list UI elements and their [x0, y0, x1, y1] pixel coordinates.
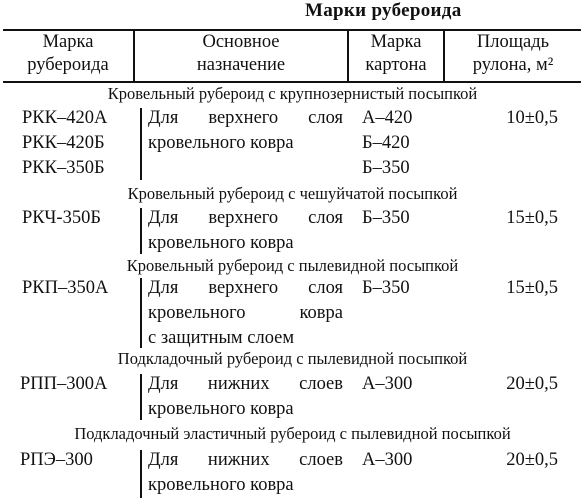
purpose-line: кровельного ковра [148, 133, 294, 153]
row-3-area [470, 276, 570, 301]
header-divider-1 [133, 31, 135, 81]
purpose-line: Для нижних слоев [148, 450, 343, 470]
row-1-purpose [148, 106, 343, 156]
cardboard-value: А–300 [362, 450, 413, 470]
mark-rpe-300: РПЭ–300 [20, 450, 93, 470]
header-cardboard-line1: Марка [370, 32, 422, 52]
header-purpose-line2: назначение [196, 55, 286, 75]
header-mark-line2: рубероида [27, 55, 109, 75]
row-2-purpose [148, 206, 343, 256]
area-value: 20±0,5 [506, 450, 558, 470]
header-area-line2: рулона, м² [472, 55, 554, 75]
row-2-area [470, 206, 570, 231]
purpose-line: Для нижних слоев [148, 374, 343, 394]
row-5-cardboard [362, 448, 442, 473]
row-1-cardboard [362, 106, 442, 181]
header-purpose-line1: Основное [202, 32, 280, 52]
row-2-cardboard [362, 206, 442, 231]
row-1-marks [22, 106, 130, 181]
purpose-line: Для верхнего слоя [148, 208, 343, 228]
purpose-line: кровельного ковра [148, 303, 343, 323]
row-4-cardboard [362, 372, 442, 397]
cardboard-value: А–300 [362, 374, 413, 394]
row-4-purpose [148, 372, 343, 422]
row-5-divider-1 [140, 450, 142, 498]
purpose-line: кровельного ковра [148, 233, 294, 253]
header-divider-2 [347, 31, 349, 81]
cardboard-value: Б–350 [362, 208, 410, 228]
row-4-marks [20, 372, 128, 397]
row-3-divider-1 [140, 278, 142, 348]
row-1-area [470, 106, 570, 131]
mark-rkk-420b: РКК–420Б [22, 133, 105, 153]
mark-rpp-300a: РПП–300А [20, 374, 108, 394]
row-2-marks [22, 206, 130, 231]
header-cardboard [350, 31, 442, 81]
section-caption-4: Подкладочный рубероид с пылевидной посыпкой [117, 349, 468, 368]
row-3-purpose [148, 276, 343, 351]
section-caption-5: Подкладочный эластичный рубероид с пылевидной посыпкой [74, 424, 511, 443]
header-mark [4, 31, 132, 81]
cardboard-value: Б–350 [362, 158, 410, 178]
table-title: Марки рубероида [305, 0, 462, 21]
header-purpose [136, 31, 346, 81]
mark-rkp-350a: РКП–350А [22, 278, 109, 298]
row-2-divider-1 [140, 208, 142, 254]
row-3-marks [22, 276, 130, 301]
header-cardboard-line2: картона [365, 55, 427, 75]
purpose-line: кровельного ковра [148, 475, 294, 495]
row-4-area [470, 372, 570, 397]
mark-rkk-420a: РКК–420А [22, 108, 108, 128]
purpose-line: Для верхнего слоя [148, 108, 343, 128]
header-area-line1: Площадь [476, 32, 550, 52]
cardboard-value: Б–350 [362, 278, 410, 298]
row-1-divider-1 [140, 108, 142, 180]
purpose-line: с защитным слоем [148, 328, 295, 348]
section-caption-2: Кровельный рубероид с чешуйчатой посыпкой [127, 184, 458, 203]
row-5-purpose [148, 448, 343, 498]
header-bottom-rule [3, 81, 581, 83]
area-value: 10±0,5 [506, 108, 558, 128]
section-caption-1: Кровельный рубероид с крупнозернистый посыпкой [107, 84, 478, 103]
cardboard-value: Б–420 [362, 133, 410, 153]
header-divider-3 [443, 31, 445, 81]
area-value: 20±0,5 [506, 374, 558, 394]
purpose-line: Для верхнего слоя [148, 278, 343, 298]
mark-rkk-350b: РКК–350Б [22, 158, 105, 178]
cardboard-value: А–420 [362, 108, 413, 128]
purpose-line: кровельного ковра [148, 399, 294, 419]
header-area [446, 31, 580, 81]
section-caption-3: Кровельный рубероид с пылевидной посыпкой [126, 256, 459, 275]
area-value: 15±0,5 [506, 278, 558, 298]
row-5-marks [20, 448, 128, 473]
row-3-cardboard [362, 276, 442, 301]
area-value: 15±0,5 [506, 208, 558, 228]
row-5-area [470, 448, 570, 473]
header-mark-line1: Марка [42, 32, 94, 52]
row-4-divider-1 [140, 374, 142, 420]
mark-rkch-350b: РКЧ-350Б [22, 208, 101, 228]
